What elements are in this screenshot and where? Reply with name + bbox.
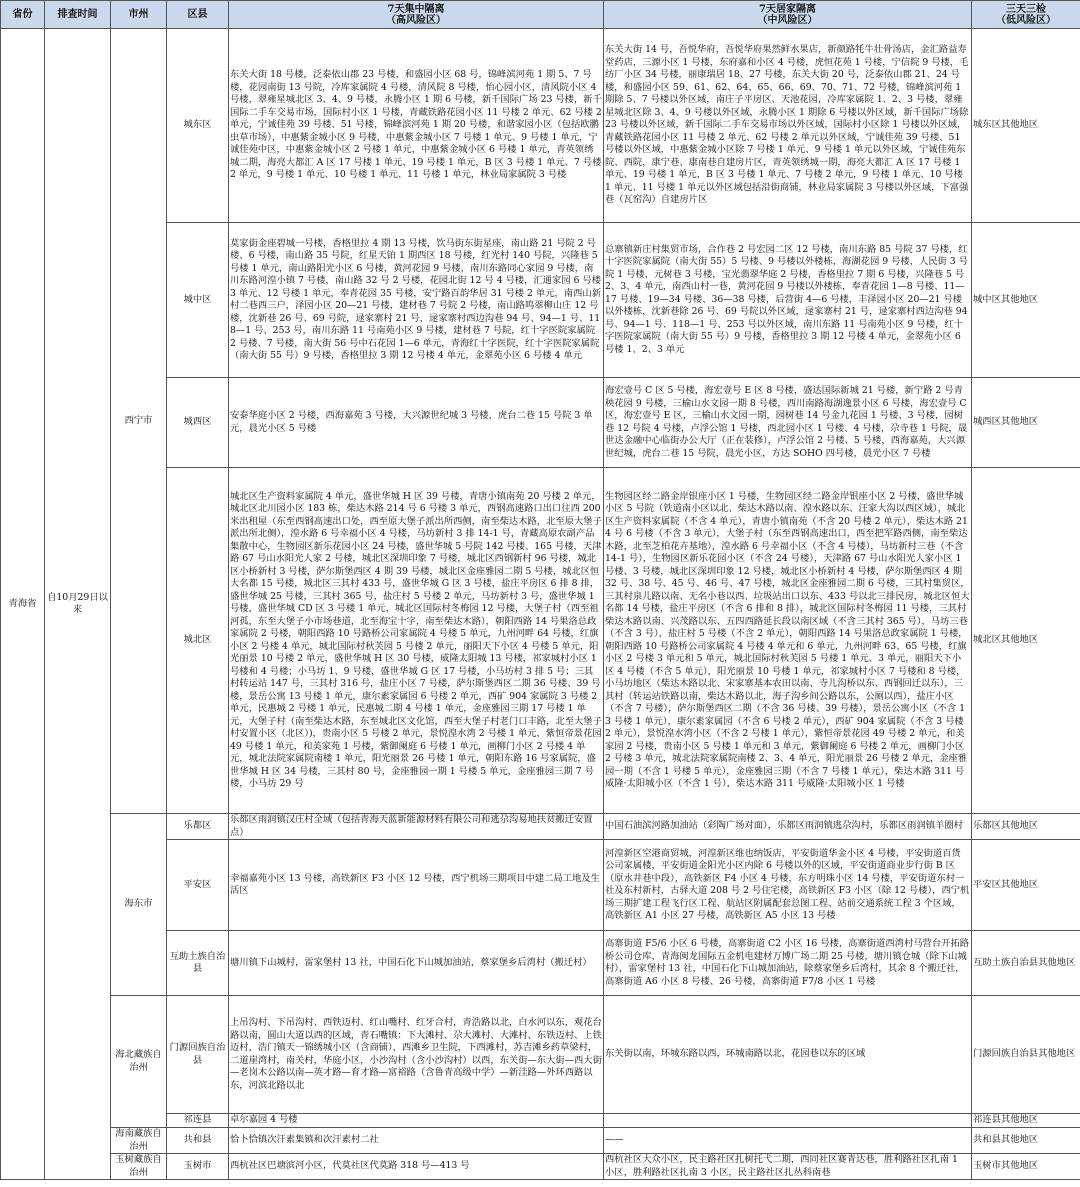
high-risk-cell: 莫家街金座碧城一号楼，香格里拉 4 期 13 号楼，饮马街东街星座，南山路 21 号院 2 号楼、6 号楼，南山路 35 号院，红星天铂 1 期西区 18 号楼，红光村 140 号院，兴隆巷 5 号楼 1 单元，南山路阳光小区 6 号楼，黄河花园 9 号楼，南川东路同心家园 9 号楼，南川东路河湟小镇 7 号楼，南山路 32 号 2 号楼，花园北街 12 号 4 号楼，汇通家园 6 号楼 3 单元、12 号楼 1 单元，奉青花园 35 号楼，安宁路百韵华居 31 号楼 2 单元，南西山新村二巷西三户，泽园小区 20—21 号楼，建材巷 7 号院 2 号楼，南山路鸣翠柳山庄 12 号楼，沈新巷 26 号、69 号院，逯家寨村 21 号，逯家寨村西边沟巷 94 号、94—1 号、118—1 号、253 号，南川东路 11 号南苑小区 9 号楼，建材巷 7 号院，红十字医院家属院 2 号楼、7 号楼，南大街 56 号中石花园 1—6 单元，青海红十字医院，红十字医院家属院（南大街 55 号）9 号楼，香格里拉 3 期 12 号楼 4 单元，金翠苑小区 6 号楼 4 单元 xyxy=(229,223,604,378)
table-row xyxy=(1,29,1080,223)
prefecture-yushu: 玉树藏族自治州 xyxy=(111,1154,167,1180)
mid-risk-cell xyxy=(604,1114,972,1128)
table-row xyxy=(1,996,1080,1114)
low-risk-cell: 门源回族自治县其他地区 xyxy=(972,996,1080,1114)
low-risk-cell: 城西区其他地区 xyxy=(972,378,1080,468)
county-cell: 城西区 xyxy=(167,378,229,468)
county-cell: 城中区 xyxy=(167,223,229,378)
mid-risk-cell: 东关街以南，环城东路以西，环城南路以北，花园巷以东的区域 xyxy=(604,996,972,1114)
county-cell: 城北区 xyxy=(167,468,229,814)
low-risk-cell: 共和县其他地区 xyxy=(972,1128,1080,1154)
mid-risk-cell: 生物园区经二路金岸银座小区 1 号楼，生物园区经二路金岸银座小区 2 号楼，盛世华城小区 5 号院（铁道南小区以北、柴达木路以南、湟水路以东、汪家大沟以西区域），城北区生产资料家属院（不含 4 单元），青唐小镇南苑（不含 20 号楼 2 单元），柴达木路 214 号 6 号楼（不含 3 单元），大堡子村（东至西钢高速出口，西至把军路西侧，南至柴达木路，北至芝柏花卉基地），湟水路 6 号幸福小区（不含 4 号楼），马坊新村三巷（不含 14-1 号），生物园区新乐花园小区（不含 24 号楼），天津路 67 号山水阳光人家小区 1 号楼、3 号楼，城北区深圳印象 12 号楼，城北区小桥新村 4 号楼，萨尔斯堡西区 4 期 32 号、38 号、45 号、46 号、47 号楼，城北区金座雅园二期 6 号楼，三其村集贸区，三其村泉儿路以南、无名小巷以西、垃圾站出口以东、433 号以北三排民房，城北区恒大名都 14 号楼，盐庄平房区（不含 6 排和 8 排），城北区国际村冬梅园 11 号楼，三其村柴达木路以南、兴茂路以东、五四西路延长段以南区域（不含三其村 365 号），马坊三巷（不含 3 号），盐庄村 5 号楼（不含 2 单元），朝阳西路 14 号果洛总政家属院 1 号楼，朝阳西路 10 号路桥公司家属院 4 号楼 4 单元和 6 单元，九州河畔 63、65 号楼，红旗小区 2 号楼 3 单元和 5 单元，城北国际村秋芙园 5 号楼 1 单元、3 单元，丽阳天下小区 4 号楼（不含 5 单元），阳光丽景 10 号楼 1 单元，祁家城村小区 7 号楼和 8 号楼，小马坊地区（柴达木路以北、宋家寨基本农田以南、寺儿沟桥以东、西钢回迁以东），三其村（转运站铁路以南，柴达木路以北，海子沟乡间公路以东，公厕以西），盐庄小区（不含 7 号楼），萨尔斯堡西区二期（不含 36 号楼、39 号楼），景岳公寓小区（不含 13 号楼 1 单元），康尔素家属园（不含 6 号楼 2 单元），西矿 904 家属院（不含 3 号楼 2 单元），景悦湟水湾小区（不含 2 号楼 1 单元），紫恒帝景花园 49 号楼 2 单元，和美家园 2 号楼，贵南小区 5 号楼 1 单元和 3 单元，紫御阑庭 6 号楼 2 单元，画柳门小区 2 号楼 3 单元，城北法院家属院南楼 2、3、4 单元，阳光丽景 26 号楼 2 单元，金座雅园一期（不含 1 号楼 5 单元），金座雅园三期（不含 7 号楼 1 单元），柴达木路 311 号威隆·太阳城小区（不含 1 号），柴达木路 311 号威隆·太阳城小区 1 号楼 xyxy=(604,468,972,814)
header-county: 区县 xyxy=(167,1,229,29)
low-risk-cell: 互助土族自治县其他地区 xyxy=(972,931,1080,996)
low-risk-cell: 祁连县其他地区 xyxy=(972,1114,1080,1128)
high-risk-cell: 幸福嘉苑小区 13 号楼，高铁新区 F3 小区 12 号楼，西宁机场三期项目中建二局工地及生活区 xyxy=(229,840,604,931)
low-risk-cell: 城东区其他地区 xyxy=(972,29,1080,223)
high-risk-cell: 上吊沟村、下吊沟村、西铁迈村、红山嘴村、红牙合村，青浩路以北，白水河以东，观花台路以南，圆山大道以西的区域，青石嘴镇：下大滩村、尕大滩村、大滩村、东铁迈村、上铁迈村，浩门镇天一锦绣城小区（含商铺），西滩乡卫生院，下西滩村，苏吉滩乡药草梁村，二道崖湾村，南关村，华庭小区，小沙沟村（含小沙沟村）以西，东关街—东大街—西大街—老岗木公路以南—英才路—育才路—富裕路（含鲁青高级中学）—新洼路—外环西路以东，河滨北路以北 xyxy=(229,996,604,1114)
time-cell: 自10月29日以来 xyxy=(45,29,111,1180)
low-risk-cell: 城北区其他地区 xyxy=(972,468,1080,814)
prefecture-haidong: 海东市 xyxy=(111,814,167,996)
county-cell: 城东区 xyxy=(167,29,229,223)
header-province: 省份 xyxy=(1,1,45,29)
header-high-risk: 7天集中隔离 （高风险区） xyxy=(229,1,604,29)
mid-risk-cell: 东关大街 14 号，吾悦华府，吾悦华府果然鲜水果店，新颜路牦牛壮骨汤店，金汇路益寿堂药店，三源小区 1 号楼，东府嘉和小区 4 号楼，虎恒花苑 1 号楼，宁信院 9 号楼，毛纺厂小区 34 号楼，丽康瑞居 18、27 号楼，东关大街 20 号，泛泰依山郡 21、24 号楼，和盛园小区 59、61、62、64、65、66、69、70、71、72 号楼，锦峰滨河苑 1 期除 5、7 号楼以外区域，南庄子平房区、天池花园，冷库家属院 1、2、3 号楼，翠雍星城北区除 3、4、9 号楼以外区域，永腾小区 1 期除 6 号楼以外区域，新千国际广场除 23 号楼以外区域，新千国际二手车交易市场以外区域，国际村小区除 1 号楼以外区域，青藏铁路花园小区 11 号楼 2 单元、62 号楼 2 单元以外区域，宁诚佳苑 39 号楼、51 号楼以外区域，中惠紫金城小区除 7 号楼 1 单元、9 号楼 1 单元以外区域，宁诚佳苑东院、西院，康宁巷、康南巷自建房片区，青英领绣城一期，海亮大都汇 A 区 17 号楼 1 单元、19 号楼 1 单元，B 区 3 号楼 1 单元、7 号楼 2 单元，9 号楼 1 单元、10 号楼 1 单元、11 号楼 1 单元以外区域包括沿街商铺，林业局家属院 3 号楼以外区域，下富强巷（瓦窑沟）自建房片区 xyxy=(604,29,972,223)
high-risk-cell: 安泰华庭小区 2 号楼，西海嘉苑 3 号楼，大兴源世纪城 3 号楼，虎台二巷 15 号院 3 单元，晨光小区 5 号楼 xyxy=(229,378,604,468)
high-risk-cell: 东关大街 18 号楼，泛泰依山郡 23 号楼，和盛园小区 68 号，锦峰滨河苑 1 期 5、7 号楼，花园南街 13 号院，冷库家属院 4 号楼，清风院 8 号楼，怡心园小区，清风院小区 4 号楼，翠雍星城北区 3、4、9 号楼，永腾小区 1 期 6 号楼，新千国际广场 23 号楼，新千国际二手车交易市场，国际村小区 1 号楼，青藏铁路花园小区 11 号楼 2 单元、62 号楼 2 单元，宁诚佳苑 39 号楼、51 号楼，锦峰滨河苑 1 期 20 号楼，和谐家园小区（包括欧鹏虫草市场），中惠紫金城小区 9 号楼，中惠紫金城小区 7 号楼 1 单元、9 号楼 1 单元，宁诚佳苑中区，中惠紫金城小区 2 号楼 1 单元，中惠紫金城小区 6 号楼 1 单元，青英领绣城二期，海亮大都汇 A 区 17 号楼 1 单元、19 号楼 1 单元，B 区 3 号楼 1 单元、7 号楼 2 单元，9 号楼 1 单元、10 号楼 1 单元、11 号楼 1 单元，林业局家属院 3 号楼 xyxy=(229,29,604,223)
mid-risk-cell: 海宏壹号 C 区 5 号楼，海宏壹号 E 区 8 号楼，盛达国际新城 21 号楼，新宁路 2 号青秧花园 9 号楼，三榆山水文园一期 8 号楼，西川南路海湖逸景小区 6 号楼，海宏壹号 C 区，海宏壹号 E 区，三榆山水文园一期，园树巷 14 号金九花园 1 号楼、3 号楼，园树巷 12 号院 4 号楼，卢浮公馆 1 号楼，西北园小区 1 号楼、4 号楼，尕寺巷 1 号院，晟世达金融中心临街办公大厅（正在装修），卢浮公馆 2 号楼、5 号楼，西海嘉苑，大兴源世纪城，虎台二巷 15 号院，晨光小区，方达 SOHO 四号楼，晨光小区 7 号楼 xyxy=(604,378,972,468)
table-row xyxy=(1,1154,1080,1180)
low-risk-cell: 平安区其他地区 xyxy=(972,840,1080,931)
header-row xyxy=(1,1,1080,29)
header-prefecture: 市州 xyxy=(111,1,167,29)
province-cell: 青海省 xyxy=(1,29,45,1180)
header-low-risk: 三天三检 （低风险区） xyxy=(972,1,1080,29)
county-cell: 祁连县 xyxy=(167,1114,229,1128)
header-mid-risk: 7天居家隔离 （中风险区） xyxy=(604,1,972,29)
county-cell: 共和县 xyxy=(167,1128,229,1154)
high-risk-cell: 塘川镇下山城村，雷家堡村 13 社，中国石化下山城加油站，蔡家堡乡后湾村（搬迁村） xyxy=(229,931,604,996)
low-risk-cell: 玉树市其他地区 xyxy=(972,1154,1080,1180)
mid-risk-cell: 西杭社区大众小区，民主路社区扎树托弋二期，西同社区赛青达巷，胜利路社区扎南 1 小区，胜利路社区扎南 3 小区，民主路社区扎丛科南巷 xyxy=(604,1154,972,1180)
high-risk-cell: 城北区生产资料家属院 4 单元，盛世华城 H 区 39 号楼，青唐小镇南苑 20 号楼 2 单元，城北区北川园小区 183 栋，柴达木路 214 号 6 号楼 3 单元，西钢高速路口出口往西 200 米出租屋（东至西钢高速出口处，西至原大堡子派出所西侧，南至柴达木路，北至原大堡子派出所北侧），湟水路 6 号幸福小区 4 号楼，马坊新村 3 排 14-1 号，青藏高原农副产品集散中心，生物园区新乐花园小区 24 号楼，盛世华城 5 号院 142 号楼、165 号楼，天津路 67 号山水阳光人家 2 号楼，城北区深圳印象 7 号楼，城北区西钢新村 96 号楼，城北区小桥新村 3 号楼，萨尔斯堡西区 4 期 39 号楼，城北区金座雅园二期 5 号楼，城北区恒大名都 15 号楼，城北区三其村 433 号，盛世华城 G 区 3 号楼，盐庄平房区 6 排 8 排，盛世华城 25 号楼，三其村 365 号，盐庄村 5 号楼 2 单元，马坊新村 3 号，盛世华城 1 号楼，盛世华城 CD 区 3 号楼 1 单元，城北区国际村冬梅园 12 号楼，大堡子村（西至祖河孤，东至大堡子小市场巷道，北至海宝十字，南至柴达木路），朝阳西路 14 号果洛总政家属院 2 号楼，朝阳西路 10 号路桥公司家属院 4 号楼 5 单元，九州河畔 64 号楼，红旗小区 2 号楼 4 单元，城北国际村秋芙园 5 号楼 2 单元，丽阳天下小区 4 号楼 5 单元，阳光丽景 10 号楼 2 单元，盛世华城 H 区 30 号楼，威隆太阳城 13 号楼，祁家城村小区 1 号楼和 4 号楼；小马坊 1、9 号楼，盛世华城 G 区 17 号楼，小马坊村 3 排 5 号；三其村转运站 147 号，三其村 316 号，盐庄小区 7 号楼，萨尔斯堡西区二期 36 号楼、39 号楼，景岳公寓 13 号楼 1 单元，康尔素家属园 6 号楼 2 单元，西矿 904 家属院 3 号楼 2 单元，民惠城 2 号楼 1 单元，民惠城二期 4 号楼 1 单元，金座雅园三期 17 号楼 1 单元，大堡子村（南至柴达木路，东至城北区文化馆，西至大堡子村老门口丰路，北至大堡子村安置小区（北区）)，贵南小区 5 号楼 2 单元，景悦湟水湾 2 号楼 1 单元，紫恒帝景花园 49 号楼 1 单元，和美家苑 1 号楼，紫御阑庭 6 号楼 1 单元，画柳门小区 2 号楼 4 单元，城北法院家属院南楼 1 单元，阳光丽景 26 号楼 1 单元，朝阳东路 16 号家属院，盛世华城 H 区 34 号楼，三其村 80 号，金座雅园一期 1 号楼 5 单元，金座雅园三期 7 号楼，小马坊 29 号 xyxy=(229,468,604,814)
table-row xyxy=(1,1128,1080,1154)
header-time: 排查时间 xyxy=(45,1,111,29)
low-risk-cell: 乐都区其他地区 xyxy=(972,814,1080,840)
mid-risk-cell: 总寨镇新庄村集贸市场，合作巷 2 号宏园二区 12 号楼，南川东路 85 号院 37 号楼，红十字医院家属院（南大街 55）5 号楼、9 号楼以外楼栋，海湖花园 9 号楼，人民街 3 号院 1 号楼，元树巷 3 号楼，宝光翡翠华庭 2 号楼，香格里拉 7 期 6 号楼，兴隆巷 5 号 2、3、4 单元，南西山村一巷，黄河花园 9 号楼以外楼栋，奉青花园 1—8 号楼、11—17 号楼、19—34 号楼、36—38 号楼，后营街 4—6 号楼，丰泽园小区 20—21 号楼以外楼栋，沈新巷除 26 号、69 号院以外区域，逯家寨村 21 号，逯家寨村西边沟巷 94 号、94—1 号、118—1 号、253 号以外区域，南川东路 11 号南苑小区 9 号楼，红十字医院家属院（南大街 55 号）9 号楼，香格里拉 3 期 12 号楼 4 单元，金翠苑小区 6 号楼 1、2、3 单元 xyxy=(604,223,972,378)
county-cell: 乐都区 xyxy=(167,814,229,840)
county-cell: 互助土族自治县 xyxy=(167,931,229,996)
prefecture-hainan: 海南藏族自治州 xyxy=(111,1128,167,1154)
high-risk-cell: 乐都区雨润镇汉庄村全域（包括青海天蓝新能源材料有限公司和逃尕沟易地扶贫搬迁安置点） xyxy=(229,814,604,840)
high-risk-cell: 恰卜恰镇次汗素集镇和次汗素村二社 xyxy=(229,1128,604,1154)
mid-risk-cell: 中国石油滨河路加油站（彩陶广场对面），乐都区雨润镇逃尕沟村，乐都区雨润镇羊圈村 xyxy=(604,814,972,840)
low-risk-cell: 城中区其他地区 xyxy=(972,223,1080,378)
high-risk-cell: 西杭社区巴塘滨河小区，代莫社区代莫路 318 号—413 号 xyxy=(229,1154,604,1180)
mid-risk-cell: 高寨街道 F5/6 小区 6 号楼，高寨街道 C2 小区 16 号楼，高寨街道西湾村马营台开拓路桥公司仓库，青海闽龙国际五金机电建材万博广场二期 25 号楼，塘川镇仓城（除下山城村），雷家堡村 13 社，中国石化下山城加油站，除蔡家堡乡后湾村，其余 8 个搬迁社，高寨街道 A6 小区 8 号楼、26 号楼，高寨街道 F7/8 小区 1 号楼 xyxy=(604,931,972,996)
prefecture-xining: 西宁市 xyxy=(111,29,167,814)
prefecture-haibei: 海北藏族自治州 xyxy=(111,996,167,1128)
mid-risk-cell: 河湟新区空港商贸城，河湟新区维也纳饭店，平安街道华金小区 4 号楼，平安街道百货公司家属楼，平安街道金阳光小区内除 6 号楼以外的区域，平安街道商业步行街 B 区（原水井巷中段），高铁新区 F4 小区 4 号楼，东方明珠小区 14 号楼，平安街道东村一社及东村新村，古驿大道 208 号 2 号住宅楼，高铁新区 F3 小区（除 12 号楼），西宁机场三期扩建工程飞行区工程、航站区附属配套总图工程、站前交通系统工程 3 个区域，高铁新区 A1 小区 27 号楼，高铁新区 A5 小区 13 号楼 xyxy=(604,840,972,931)
county-cell: 玉树市 xyxy=(167,1154,229,1180)
table-row xyxy=(1,814,1080,840)
high-risk-cell: 卓尔嘉园 4 号楼 xyxy=(229,1114,604,1128)
county-cell: 平安区 xyxy=(167,840,229,931)
mid-risk-cell: —— xyxy=(604,1128,972,1154)
county-cell: 门源回族自治县 xyxy=(167,996,229,1114)
